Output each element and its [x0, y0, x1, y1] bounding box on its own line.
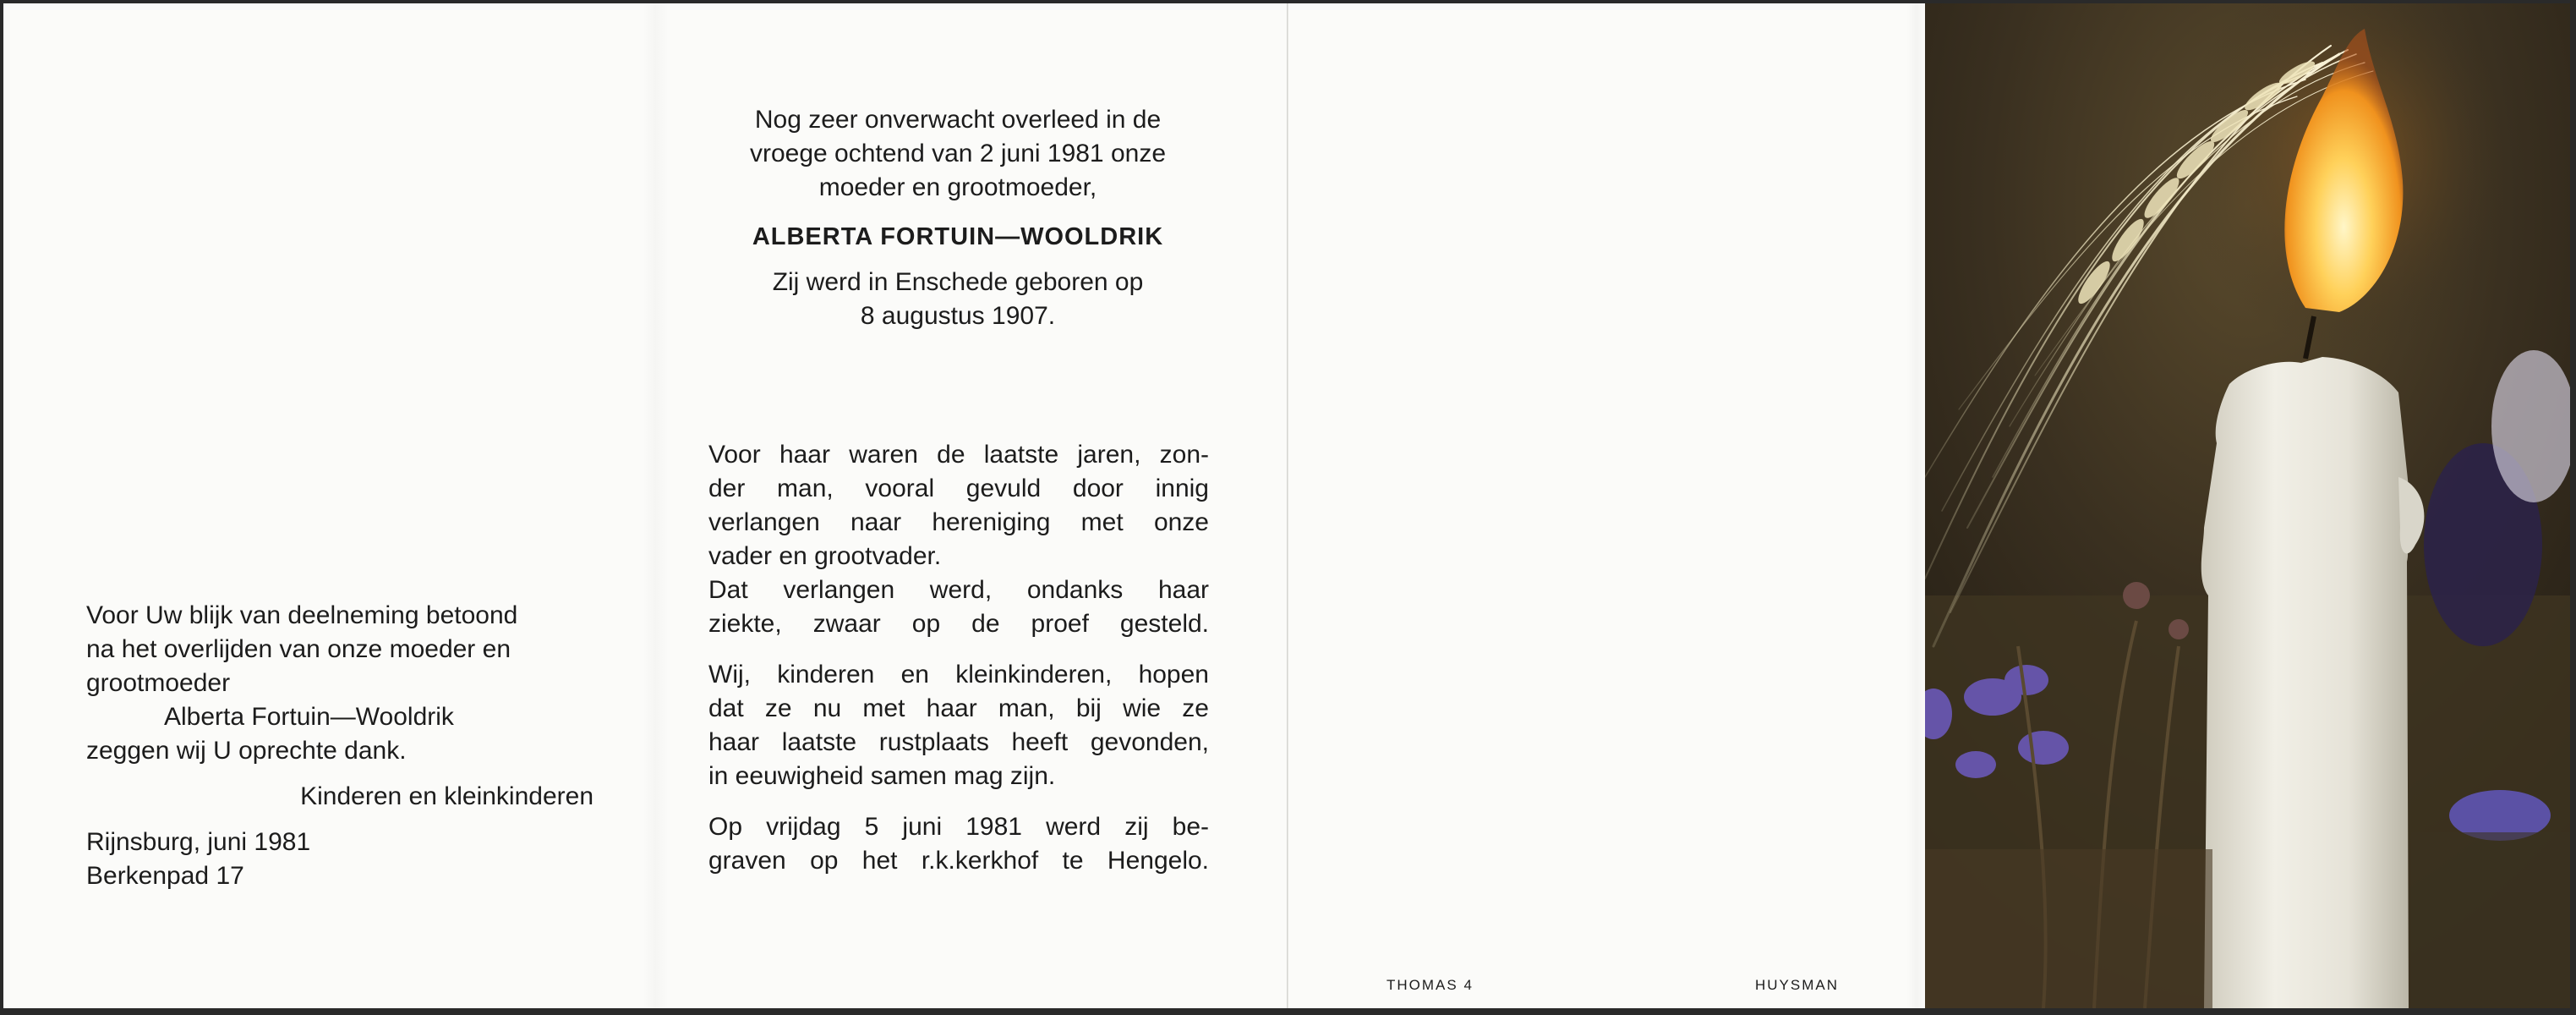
place-date: Rijnsburg, juni 1981	[86, 828, 311, 856]
text-line: haar laatste rustplaats heeft gevonden,	[708, 728, 1209, 756]
family-signature: Kinderen en kleinkinderen	[300, 782, 593, 810]
text-line: graven op het r.k.kerkhof te Hengelo.	[708, 847, 1209, 875]
candle-photo	[1925, 3, 2570, 1008]
paragraph-1	[708, 438, 1209, 641]
memorial-body	[708, 438, 1209, 895]
intro-line: vroege ochtend van 2 juni 1981 onze	[749, 140, 1167, 167]
candle	[2201, 357, 2411, 1008]
printer-mark-right: HUYSMAN	[1755, 977, 1840, 993]
address: Berkenpad 17	[86, 862, 244, 890]
intro-line: Nog zeer onverwacht overleed in de	[754, 106, 1162, 134]
fold-shadow-right	[1906, 3, 1927, 1008]
text-line: der man, vooral gevuld door innig	[708, 475, 1209, 502]
text-line: dat ze nu met haar man, bij wie ze	[708, 694, 1209, 722]
text-line: Voor haar waren de laatste jaren, zon-	[708, 441, 1209, 469]
thanks-line: na het overlijden van onze moeder en	[86, 635, 511, 663]
birth-line: 8 augustus 1907.	[860, 302, 1056, 330]
candle-photo-svg	[1925, 3, 2570, 1008]
thistle-bud	[2169, 619, 2189, 639]
paragraph-4	[708, 810, 1209, 878]
text-line: vader en grootvader.	[708, 542, 942, 570]
center-fold	[1287, 3, 1288, 1008]
text-line: Op vrijdag 5 juni 1981 werd zij be-	[708, 813, 1209, 841]
intro-line: moeder en grootmoeder,	[818, 173, 1097, 201]
thanks-line: grootmoeder	[86, 669, 231, 697]
deceased-name-small: Alberta Fortuin—Wooldrik	[164, 703, 454, 731]
fold-shadow-left	[643, 3, 668, 1008]
paragraph-3	[708, 658, 1209, 793]
thanks-line: Voor Uw blijk van deelneming betoond	[86, 601, 518, 629]
text-line: Dat verlangen werd, ondanks haar	[708, 576, 1209, 604]
text-line: Wij, kinderen en kleinkinderen, hopen	[708, 661, 1209, 689]
foliage-base	[1925, 849, 2212, 1008]
printer-mark-left: THOMAS 4	[1386, 977, 1474, 993]
birth-line: Zij werd in Enschede geboren op	[772, 268, 1144, 296]
death-notice-header	[707, 103, 1209, 333]
text-line: verlangen naar hereniging met onze	[708, 508, 1209, 536]
acknowledgement-text	[86, 599, 593, 893]
thanks-line: zeggen wij U oprechte dank.	[86, 737, 407, 765]
foliage-base-right	[2411, 832, 2570, 1008]
text-line: in eeuwigheid samen mag zijn.	[708, 762, 1056, 790]
thistle-bud	[2123, 582, 2150, 609]
text-line: ziekte, zwaar op de proef gesteld.	[708, 610, 1209, 638]
deceased-name: ALBERTA FORTUIN—WOOLDRIK	[752, 223, 1164, 250]
